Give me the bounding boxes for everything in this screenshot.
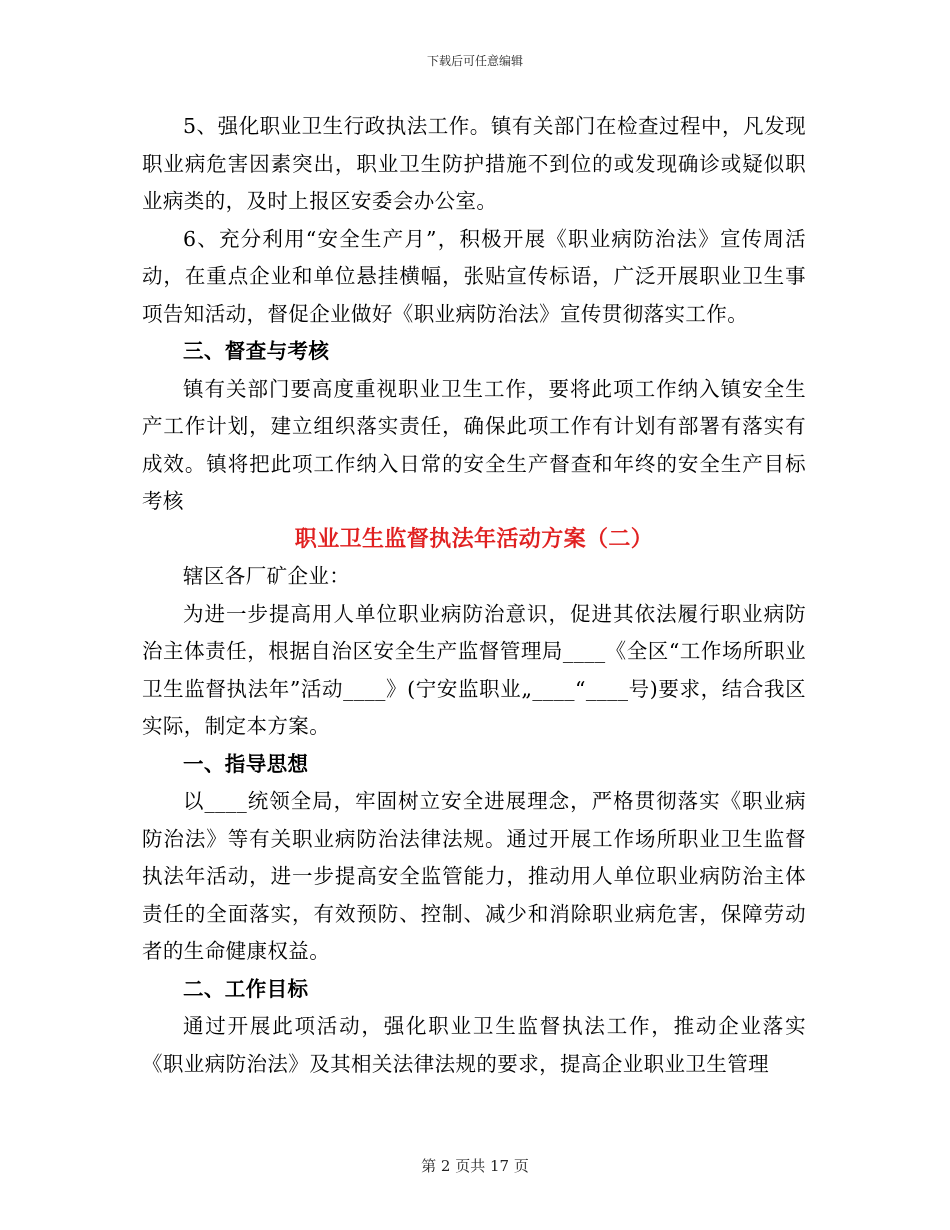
document-body xyxy=(142,108,806,1083)
paragraph-guiding: 以____统领全局，牢固树立安全进展理念，严格贯彻落实《职业病防治法》等有关职业病防治法律法规。通过开展工作场所职业卫生监督执法年活动，进一步提高安全监管能力，推动用人单位职业病防治主体责任的全面落实，有效预防、控制、减少和消除职业病危害，保障劳动者的生命健康权益。 xyxy=(142,789,806,963)
document-title: 职业卫生监督执法年活动方案（二） xyxy=(294,525,654,552)
paragraph-item-6: 6、充分利用“安全生产月”，积极开展《职业病防治法》宣传周活动，在重点企业和单位悬挂横幅，张贴宣传标语，广泛开展职业卫生事项告知活动，督促企业做好《职业病防治法》宣传贯彻落实工作。 xyxy=(142,226,806,326)
section-heading-guiding: 一、指导思想 xyxy=(183,751,309,776)
section-heading-goals: 二、工作目标 xyxy=(183,976,309,1001)
page-header: 下载后可任意编辑 xyxy=(426,54,523,68)
paragraph-item-5: 5、强化职业卫生行政执法工作。镇有关部门在检查过程中，凡发现职业病危害因素突出，职业卫生防护措施不到位的或发现确诊或疑似职业病类的，及时上报区安委会办公室。 xyxy=(142,114,806,213)
paragraph-intro: 为进一步提高用人单位职业病防治意识，促进其依法履行职业病防治主体责任，根据自治区安全生产监督管理局____《全区“工作场所职业卫生监督执法年”活动____》(宁安监职业„____“____号)要求，结合我区实际，制定本方案。 xyxy=(142,601,806,738)
paragraph-supervision: 镇有关部门要高度重视职业卫生工作，要将此项工作纳入镇安全生产工作计划，建立组织落实责任，确保此项工作有计划有部署有落实有成效。镇将把此项工作纳入日常的安全生产督查和年终的安全生产目标考核 xyxy=(142,376,806,513)
page-footer: 第 2 页共 17 页 xyxy=(421,1157,529,1175)
paragraph-goals: 通过开展此项活动，强化职业卫生监督执法工作，推动企业落实《职业病防治法》及其相关法律法规的要求，提高企业职业卫生管理 xyxy=(142,1014,806,1076)
section-heading-supervision: 三、督查与考核 xyxy=(183,339,330,363)
paragraph-salutation: 辖区各厂矿企业： xyxy=(183,564,351,588)
